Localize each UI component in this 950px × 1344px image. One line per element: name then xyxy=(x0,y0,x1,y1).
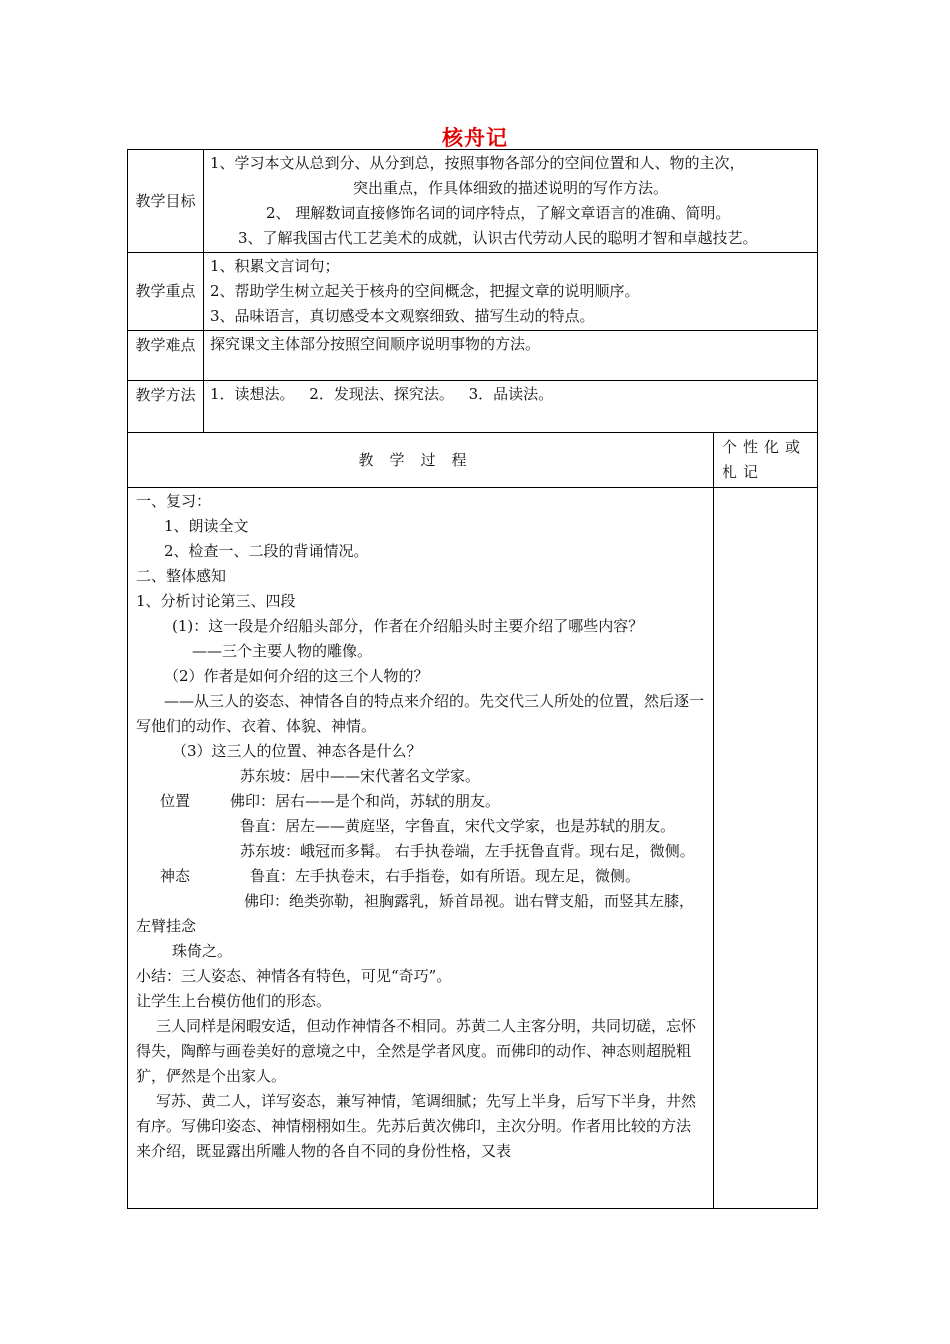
methods-content xyxy=(204,381,818,433)
objectives-row xyxy=(128,150,818,253)
process-line: 让学生上台模仿他们的形态。 xyxy=(136,992,332,1010)
key-points-row xyxy=(128,253,818,331)
process-line: 写苏、黄二人，详写姿态，兼写神情，笔调细腻；先写上半身，后写下半身，井然有序。写佛印姿态、神情栩栩如生。先苏后黄次佛印，主次分明。作者用比较的方法来介绍，既显露出所雕人物的各自不同的身份性格，又表 xyxy=(136,1092,697,1160)
notes-heading-text: 个性化或札记 xyxy=(722,438,807,481)
process-header-row xyxy=(128,433,818,488)
process-line: 苏东坡：峨冠而多髯。 右手执卷端，左手抚鲁直背。现右足，微侧。 xyxy=(240,842,695,860)
key-point-line: 2、帮助学生树立起关于核舟的空间概念，把握文章的说明顺序。 xyxy=(210,282,640,300)
process-line: （3）这三人的位置、神态各是什么？ xyxy=(172,742,422,760)
key-point-line: 1、积累文言词句； xyxy=(210,257,340,275)
process-line: 苏东坡：居中——宋代著名文学家。 xyxy=(240,767,481,785)
difficulties-row xyxy=(128,331,818,381)
process-line: 小结：三人姿态、神情各有特色，可见“奇巧”。 xyxy=(136,967,452,985)
document-title: 核舟记 xyxy=(442,125,508,150)
objectives-label-text: 教学目标 xyxy=(135,191,196,210)
difficulties-content xyxy=(204,331,818,381)
objective-line: 突出重点，作具体细致的描述说明的写作方法。 xyxy=(352,179,668,197)
objective-line: 2、 理解数词直接修饰名词的词序特点，了解文章语言的准确、简明。 xyxy=(266,204,731,222)
methods-text: 1．读想法。 2．发现法、探究法。 3．品读法。 xyxy=(210,385,554,403)
process-line: 1、分析讨论第三、四段 xyxy=(136,592,296,610)
difficulties-label-text: 教学难点 xyxy=(135,336,196,354)
process-line: (1)：这一段是介绍船头部分，作者在介绍船头时主要介绍了哪些内容？ xyxy=(172,617,644,635)
process-line: 2、检查一、二段的背诵情况。 xyxy=(164,542,369,560)
objectives-label xyxy=(128,150,204,253)
methods-row xyxy=(128,381,818,433)
process-heading xyxy=(128,433,714,488)
process-body-row xyxy=(128,488,818,1209)
process-line: 佛印：绝类弥勒，袒胸露乳，矫首昂视。诎右臂支船，而竖其左膝，左臂挂念 xyxy=(136,892,695,935)
process-line: 鲁直：居左——黄庭坚，字鲁直，宋代文学家，也是苏轼的朋友。 xyxy=(240,817,676,835)
process-line: 1、朗读全文 xyxy=(164,517,249,535)
objective-line: 1、学习本文从总到分、从分到总，按照事物各部分的空间位置和人、物的主次， xyxy=(210,154,745,172)
notes-column xyxy=(714,488,818,1209)
position-row xyxy=(136,789,705,814)
process-line: ——三个主要人物的雕像。 xyxy=(192,642,373,660)
process-heading-text: 教学过程 xyxy=(358,450,483,469)
key-points-label-text: 教学重点 xyxy=(135,282,196,300)
process-line: （2）作者是如何介绍的这三个人物的？ xyxy=(164,667,429,685)
process-line: 鲁直：左手执卷末，右手指卷，如有所语。现左足，微侧。 xyxy=(250,867,641,885)
difficulties-label xyxy=(128,331,204,381)
process-line: 一、复习： xyxy=(136,492,212,510)
process-content xyxy=(128,488,714,1209)
key-point-line: 3、品味语言，真切感受本文观察细致、描写生动的特点。 xyxy=(210,307,595,325)
objective-line: 3、了解我国古代工艺美术的成就，认识古代劳动人民的聪明才智和卓越技艺。 xyxy=(238,229,758,247)
process-line: 三人同样是闲暇安适，但动作神情各不相同。苏黄二人主客分明，共同切磋，忘怀得失，陶醉与画卷美好的意境之中，全然是学者风度。而佛印的动作、神态则超脱粗犷，俨然是个出家人。 xyxy=(136,1017,697,1085)
difficulties-text: 探究课文主体部分按照空间顺序说明事物的方法。 xyxy=(210,335,541,353)
process-line: 佛印：居右——是个和尚，苏轼的朋友。 xyxy=(230,792,501,810)
process-line: ——从三人的姿态、神情各自的特点来介绍的。先交代三人所处的位置，然后逐一写他们的动作、衣着、体貌、神情。 xyxy=(136,692,705,735)
process-line: 珠倚之。 xyxy=(172,942,233,960)
methods-label-text: 教学方法 xyxy=(135,386,196,404)
lesson-plan-table xyxy=(127,149,818,1209)
demeanor-key: 神态 xyxy=(160,867,191,885)
methods-label xyxy=(128,381,204,433)
notes-heading xyxy=(714,433,818,488)
key-points-content xyxy=(204,253,818,331)
position-key: 位置 xyxy=(160,792,191,810)
process-line: 二、整体感知 xyxy=(136,567,227,585)
key-points-label xyxy=(128,253,204,331)
objectives-content xyxy=(204,150,818,253)
demeanor-row xyxy=(136,864,705,889)
